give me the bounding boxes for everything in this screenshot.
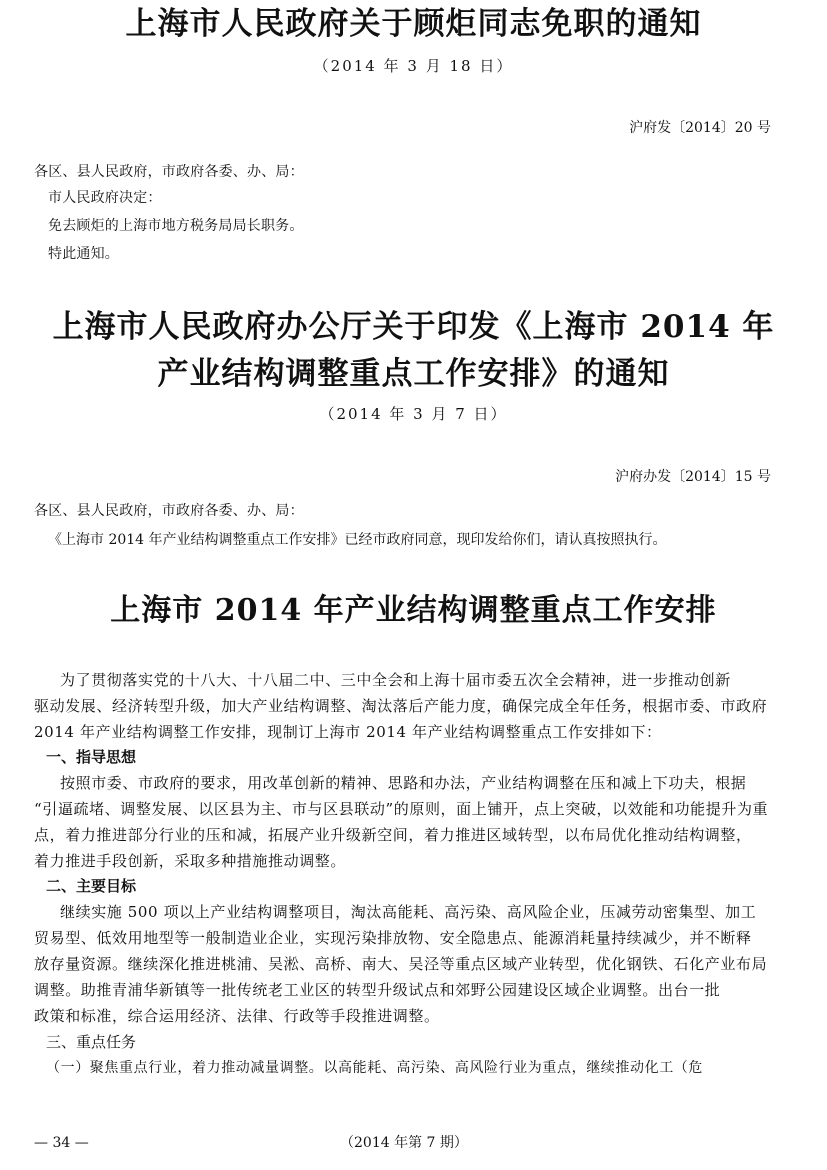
issue-label: （2014 年第 7 期） (340, 1135, 468, 1151)
doc1-line: 免去顾炬的上海市地方税务局局长职务。 (48, 218, 304, 234)
doc1-line: 市人民政府决定： (48, 190, 162, 206)
intro-line: 驱动发展、经济转型升级，加大产业结构调整、淘汰落后产能力度，确保完成全年任务，根据市委、市政府 (34, 697, 768, 715)
section2-line: 政策和标准，综合运用经济、法律、行政等手段推进调整。 (34, 1007, 440, 1025)
section3-heading: 三、重点任务 (46, 1033, 137, 1051)
doc1-date: （2014 年 3 月 18 日） (313, 57, 514, 75)
doc2-date: （2014 年 3 月 7 日） (319, 405, 508, 423)
doc1-title: 上海市人民政府关于顾炬同志免职的通知 (125, 6, 702, 42)
section2-line: 继续实施 500 项以上产业结构调整项目，淘汰高能耗、高污染、高风险企业，压减劳动密集型、加工 (60, 903, 757, 921)
doc2-recipients: 各区、县人民政府，市政府各委、办、局： (34, 503, 304, 519)
doc2-doc-number: 沪府办发〔2014〕15 号 (615, 469, 771, 485)
doc2-body: 《上海市 2014 年产业结构调整重点工作安排》已经市政府同意，现印发给你们，请认真按照执行。 (48, 532, 667, 548)
doc1-doc-number: 沪府发〔2014〕20 号 (629, 120, 771, 136)
section1-line: “引逼疏堵、调整发展、以区县为主、市与区县联动”的原则，面上铺开，点上突破，以效能和功能提升为重 (34, 800, 769, 818)
section3-line: （一）聚焦重点行业，着力推动减量调整。以高能耗、高污染、高风险行业为重点，继续推动化工（危 (46, 1060, 703, 1076)
intro-line: 为了贯彻落实党的十八大、十八届二中、三中全会和上海十届市委五次全会精神，进一步推动创新 (60, 671, 731, 689)
section1-line: 点，着力推进部分行业的压和减，拓展产业升级新空间，着力推进区域转型，以布局优化推动结构调整， (34, 826, 752, 844)
doc3-title: 上海市 2014 年产业结构调整重点工作安排 (110, 593, 717, 628)
page-number: — 34 — (34, 1135, 89, 1151)
section2-heading: 二、主要目标 (46, 877, 137, 895)
doc1-recipients: 各区、县人民政府，市政府各委、办、局： (34, 164, 304, 180)
section2-line: 调整。助推青浦华新镇等一批传统老工业区的转型升级试点和郊野公园建设区域企业调整。出台一批 (34, 981, 721, 999)
intro-line: 2014 年产业结构调整工作安排，现制订上海市 2014 年产业结构调整重点工作安排如下： (34, 723, 662, 741)
section1-line: 着力推进手段创新，采取多种措施推动调整。 (34, 852, 347, 870)
section2-line: 放存量资源。继续深化推进桃浦、吴淞、高桥、南大、吴泾等重点区域产业转型，优化钢铁、石化产业布局 (34, 955, 768, 973)
doc1-line: 特此通知。 (48, 246, 119, 262)
section2-line: 贸易型、低效用地型等一般制造业企业，实现污染排放物、安全隐患点、能源消耗量持续减少，并不断释 (34, 929, 752, 947)
section1-heading: 一、指导思想 (46, 748, 137, 766)
section1-line: 按照市委、市政府的要求，用改革创新的精神、思路和办法，产业结构调整在压和减上下功夫，根据 (60, 774, 747, 792)
doc2-title-line2: 产业结构调整重点工作安排》的通知 (157, 356, 670, 392)
doc2-title-line1: 上海市人民政府办公厅关于印发《上海市 2014 年 (52, 309, 775, 345)
